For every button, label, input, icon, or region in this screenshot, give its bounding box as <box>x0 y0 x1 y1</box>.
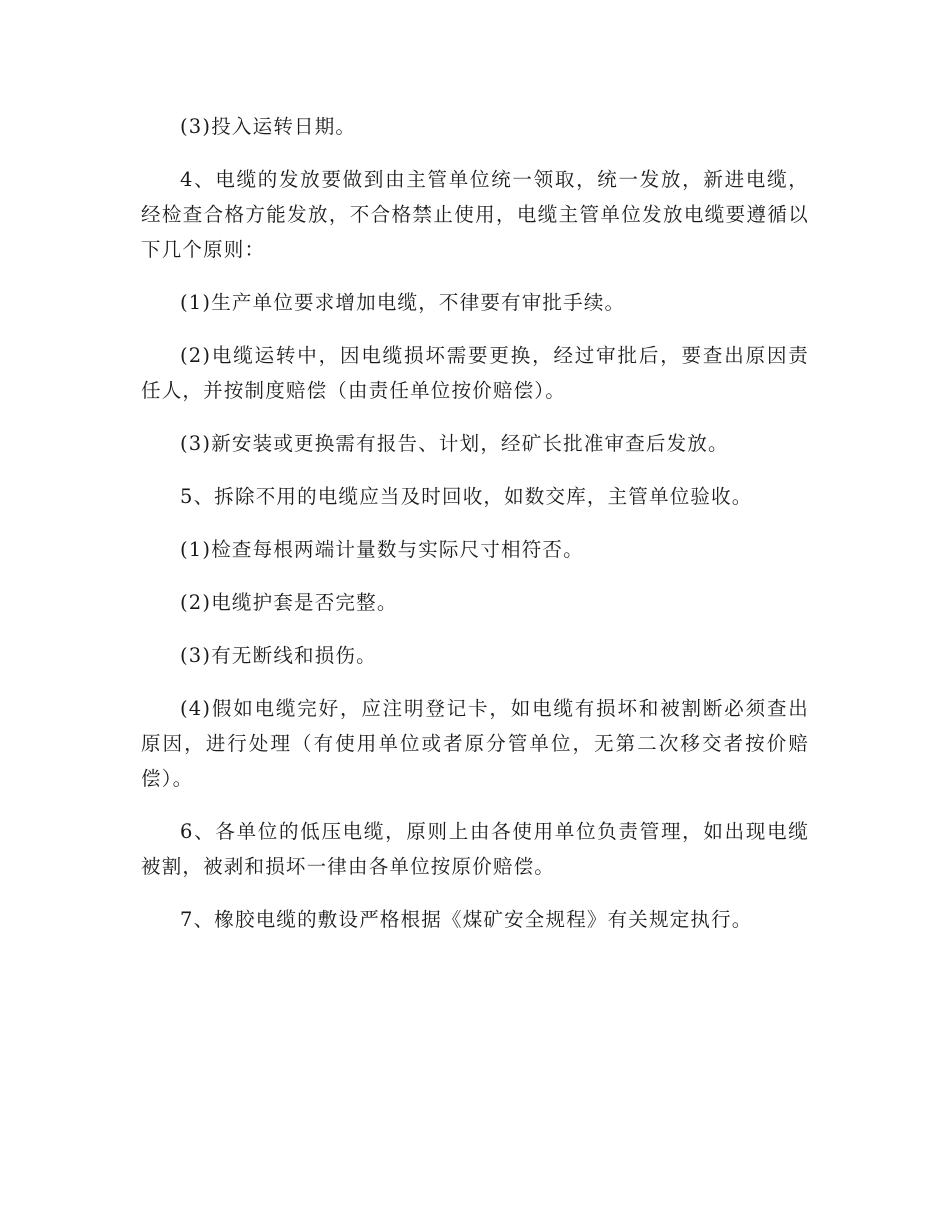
paragraph-12: 7、橡胶电缆的敷设严格根据《煤矿安全规程》有关规定执行。 <box>180 908 753 931</box>
paragraph-3: (1)生产单位要求增加电缆，不律要有审批手续。 <box>180 291 626 314</box>
paragraph-4: (2)电缆运转中，因电缆损坏需要更换，经过审批后，要查出原因责任人，并按制度赔偿（由责任单位按价赔偿）。 <box>141 344 809 402</box>
paragraph-2: 4、电缆的发放要做到由主管单位统一领取，统一发放，新进电缆，经检查合格方能发放，不合格禁止使用，电缆主管单位发放电缆要遵循以下几个原则： <box>141 168 809 261</box>
paragraph-10: (4)假如电缆完好，应注明登记卡，如电缆有损坏和被割断必须查出原因，进行处理（有使用单位或者原分管单位，无第二次移交者按价赔偿）。 <box>141 697 809 790</box>
paragraph-5: (3)新安装或更换需有报告、计划，经矿长批准审查后发放。 <box>180 432 729 455</box>
paragraph-1: (3)投入运转日期。 <box>180 115 357 138</box>
paragraph-7: (1)检查每根两端计量数与实际尺寸相符否。 <box>180 538 584 561</box>
paragraph-6: 5、拆除不用的电缆应当及时回收，如数交库，主管单位验收。 <box>180 485 753 508</box>
paragraph-11: 6、各单位的低压电缆，原则上由各使用单位负责管理，如出现电缆被割，被剥和损坏一律由各单位按原价赔偿。 <box>141 820 809 878</box>
paragraph-8: (2)电缆护套是否完整。 <box>180 591 398 614</box>
document-body <box>141 109 809 955</box>
paragraph-9: (3)有无断线和损伤。 <box>180 644 377 667</box>
